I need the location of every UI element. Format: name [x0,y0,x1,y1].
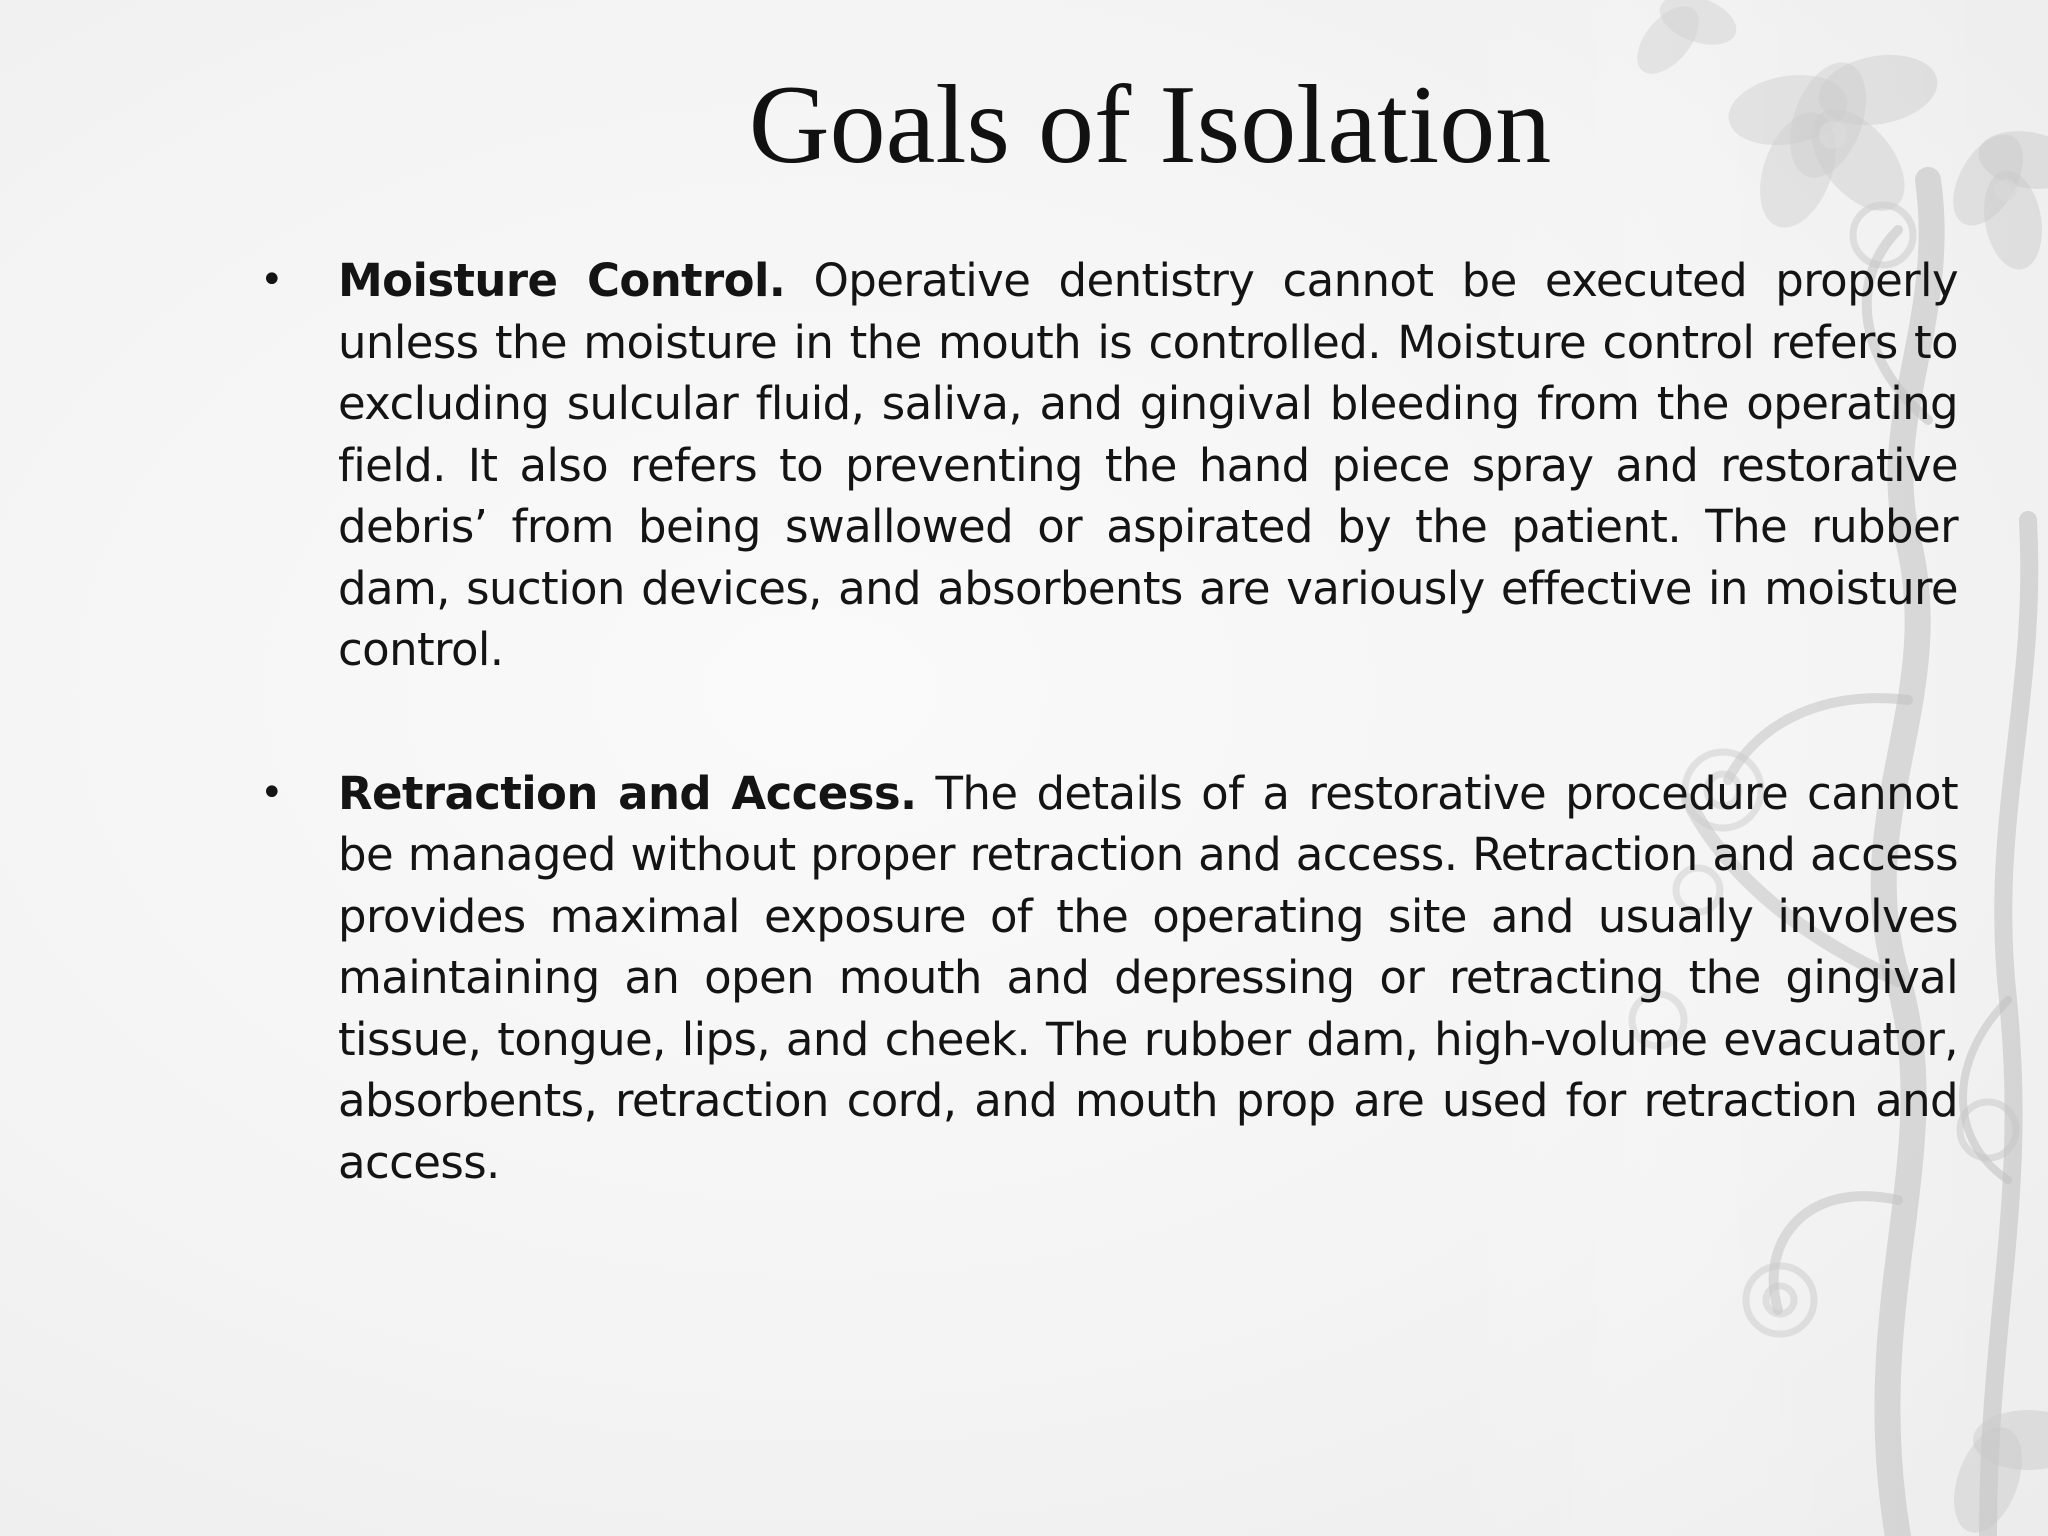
slide-title: Goals of Isolation [748,63,1552,187]
bullet-body-text: Operative dentistry cannot be executed properly unless the moisture in the mouth is controlled. Moisture control refers to excluding sulcular fluid, saliva, and gingival bleeding from the operating field. It also refers to preventing the hand piece spray and restorative debris’ from being swallowed or aspirated by the patient. The rubber dam, suction devices, and absorbents are variously effective in moisture control. [338,254,1958,676]
bullet-item-moisture-control [256,250,1958,681]
bullet-list [256,250,1958,1275]
bullet-marker: • [260,769,283,816]
bullet-heading: Retraction and Access. [338,766,917,820]
bullet-heading: Moisture Control. [338,254,786,307]
bullet-item-retraction-access [256,763,1958,1194]
bullet-body-text: The details of a restorative procedure cannot be managed without proper retraction and access. Retraction and access provides maximal exposure of the operating site and usually involves maintaining an open mouth and depressing or retracting the gingival tissue, tongue, lips, and cheek. The rubber dam, high-volume evacuator, absorbents, retraction cord, and mouth prop are used for retraction and access. [338,766,1958,1189]
bullet-marker: • [260,257,283,303]
